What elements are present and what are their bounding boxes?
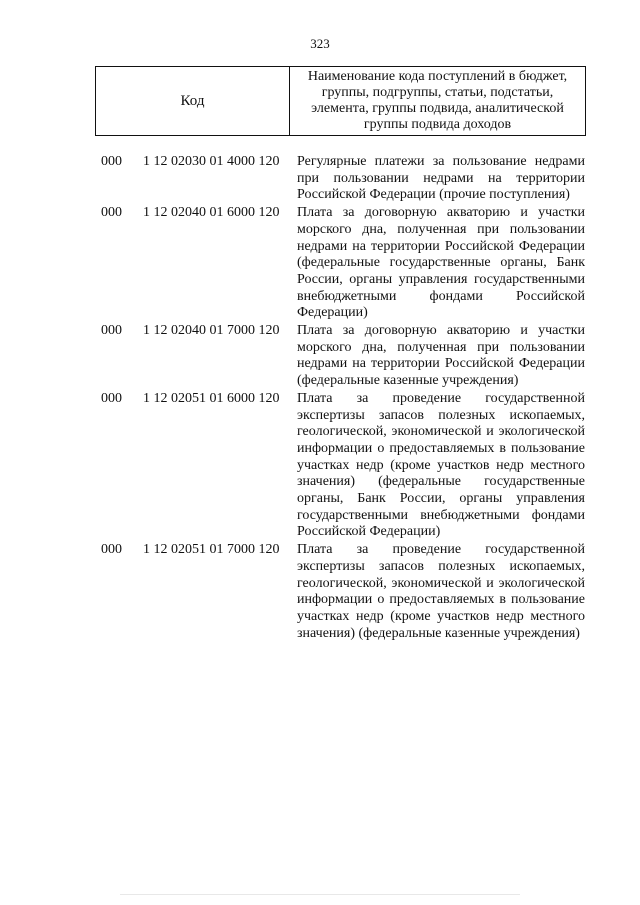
entry-prefix: 000 [101,542,122,558]
entry-prefix: 000 [101,205,122,221]
table-row [0,391,640,541]
entry-description: Регулярные платежи за пользование недрами при пользовании недрами на территории Российской Федерации (прочие поступления) [297,154,585,203]
entry-code: 1 12 02051 01 7000 120 [143,542,280,558]
entry-prefix: 000 [101,154,122,169]
entry-code: 1 12 02040 01 6000 120 [143,205,280,221]
entry-prefix: 000 [101,323,122,339]
entry-code: 1 12 02051 01 6000 120 [143,390,280,406]
table-header [95,66,586,136]
table-row [0,542,640,642]
entry-code: 1 12 02040 01 7000 120 [143,323,280,339]
entry-code: 1 12 02030 01 4000 120 [143,154,280,169]
entry-description: Плата за проведение государственной экспертизы запасов полезных ископаемых, геологической, экономической и экологической информации о предоставляемых в пользование участках недр (кроме участков недр местного значения) (федеральные казенные учреждения) [297,542,585,641]
entry-description: Плата за договорную акваторию и участки морского дна, полученная при пользовании недрами на территории Российской Федерации (федеральные казенные учреждения) [297,323,585,389]
scan-edge-line [120,894,520,895]
entry-description: Плата за проведение государственной экспертизы запасов полезных ископаемых, геологической, экономической и экологической информации о предоставляемых в пользование участках недр (кроме участков недр местного значения) (федеральные государственные органы, Банк России, органы управления государственными внебюджетными фондами Российской Федерации) [297,390,585,540]
entries-list [0,154,640,643]
entry-description: Плата за договорную акваторию и участки морского дна, полученная при пользовании недрами на территории Российской Федерации (федеральные государственные органы, Банк России, органы управления государственными внебюджетными фондами Российской Федерации) [297,205,585,321]
page-number: 323 [310,36,330,51]
header-code-column: Код [96,67,290,135]
entry-prefix: 000 [101,390,122,406]
table-row [0,154,640,204]
header-name-column: Наименование кода поступлений в бюджет, группы, подгруппы, статьи, подстатьи, элемента, группы подвида, аналитической группы подвида доходов [307,69,568,132]
table-row [0,323,640,390]
table-row [0,205,640,322]
